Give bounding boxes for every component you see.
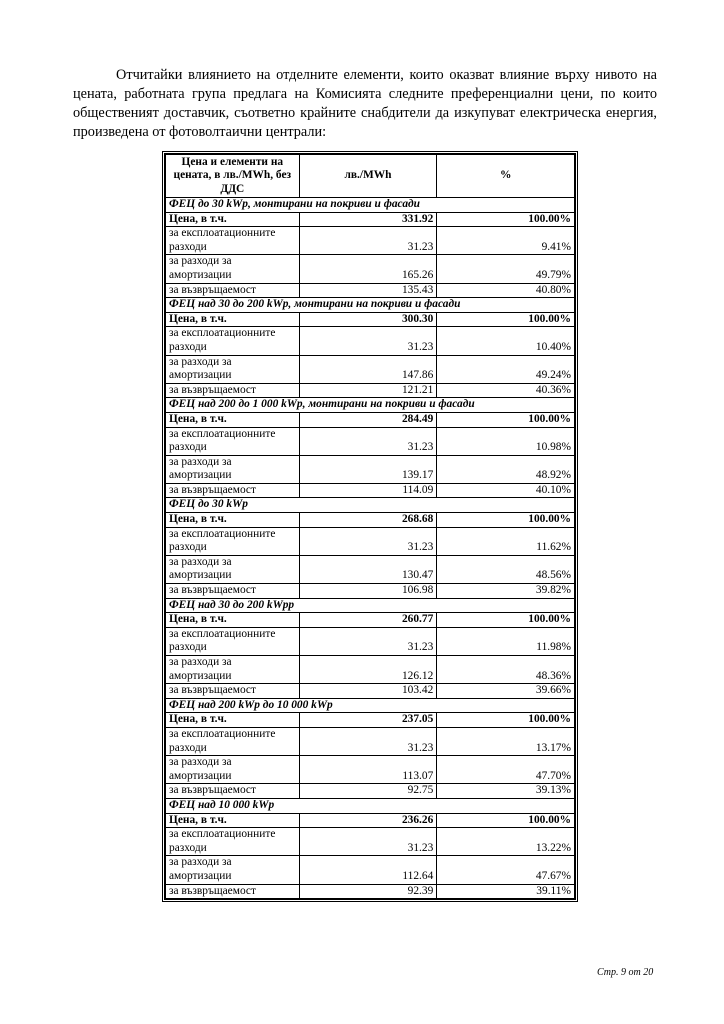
row-value: 31.23 (299, 627, 437, 655)
row-percent: 100.00% (437, 513, 575, 528)
row-value: 92.39 (299, 884, 437, 899)
table-row (166, 427, 575, 455)
row-value: 268.68 (299, 513, 437, 528)
row-value: 113.07 (299, 756, 437, 784)
row-value: 31.23 (299, 427, 437, 455)
row-value: 126.12 (299, 656, 437, 684)
row-value: 284.49 (299, 412, 437, 427)
row-percent: 47.67% (437, 856, 575, 884)
row-label: Цена, в т.ч. (166, 813, 300, 828)
row-label: за разходи за амортизации (166, 656, 300, 684)
table-row (166, 727, 575, 755)
page-number: Стр. 9 от 20 (597, 967, 654, 978)
table-row (166, 684, 575, 699)
row-label: за разходи за амортизации (166, 756, 300, 784)
table-row (166, 656, 575, 684)
price-total-row (166, 212, 575, 227)
row-label: Цена, в т.ч. (166, 513, 300, 528)
table-row (166, 784, 575, 799)
table-row (166, 527, 575, 555)
price-total-row (166, 613, 575, 628)
row-percent: 100.00% (437, 813, 575, 828)
row-percent: 48.56% (437, 555, 575, 583)
table-row (166, 483, 575, 498)
row-percent: 100.00% (437, 613, 575, 628)
row-value: 31.23 (299, 227, 437, 255)
row-value: 139.17 (299, 455, 437, 483)
section-row (166, 198, 575, 213)
table-row (166, 828, 575, 856)
row-value: 331.92 (299, 212, 437, 227)
row-label: за възвръщаемост (166, 584, 300, 599)
row-label: за възвръщаемост (166, 483, 300, 498)
section-title: ФЕЦ над 10 000 kWp (166, 798, 575, 813)
intro-paragraph (73, 66, 657, 142)
section-title: ФЕЦ над 200 до 1 000 kWp, монтирани на покриви и фасади (166, 398, 575, 413)
row-label: за възвръщаемост (166, 884, 300, 899)
table-row (166, 584, 575, 599)
row-label: за възвръщаемост (166, 383, 300, 398)
row-value: 106.98 (299, 584, 437, 599)
price-table-frame (162, 151, 578, 902)
section-title: ФЕЦ до 30 kWp, монтирани на покриви и фасади (166, 198, 575, 213)
table-row (166, 884, 575, 899)
row-percent: 48.36% (437, 656, 575, 684)
row-percent: 39.13% (437, 784, 575, 799)
row-value: 300.30 (299, 312, 437, 327)
price-total-row (166, 412, 575, 427)
price-total-row (166, 813, 575, 828)
row-value: 114.09 (299, 483, 437, 498)
price-total-row (166, 312, 575, 327)
row-label: за разходи за амортизации (166, 856, 300, 884)
row-percent: 13.22% (437, 828, 575, 856)
table-body (166, 198, 575, 899)
section-title: ФЕЦ над 30 до 200 kWpp (166, 598, 575, 613)
row-percent: 100.00% (437, 713, 575, 728)
row-percent: 48.92% (437, 455, 575, 483)
row-percent: 49.24% (437, 355, 575, 383)
intro-text: Отчитайки влиянието на отделните елементи, които оказват влияние върху нивото на цената, работната група предлага на Комисията следните преференциални цени, по които общественият доставчик, съответно крайните снабдители да изкупуват електрическа енергия, произведена от фотоволтаични централи: (73, 67, 657, 140)
table-row (166, 255, 575, 283)
row-value: 260.77 (299, 613, 437, 628)
table-row (166, 756, 575, 784)
header-row (166, 155, 575, 198)
section-row (166, 698, 575, 713)
row-value: 165.26 (299, 255, 437, 283)
row-percent: 39.11% (437, 884, 575, 899)
row-percent: 40.36% (437, 383, 575, 398)
row-percent: 100.00% (437, 212, 575, 227)
table-row (166, 355, 575, 383)
row-label: за разходи за амортизации (166, 255, 300, 283)
row-value: 121.21 (299, 383, 437, 398)
row-value: 135.43 (299, 283, 437, 298)
table-row (166, 455, 575, 483)
header-bgn-mwh: лв./MWh (299, 155, 437, 198)
row-label: за възвръщаемост (166, 283, 300, 298)
row-percent: 11.62% (437, 527, 575, 555)
row-label: за експлоатационните разходи (166, 627, 300, 655)
row-label: Цена, в т.ч. (166, 613, 300, 628)
row-value: 31.23 (299, 527, 437, 555)
section-row (166, 498, 575, 513)
row-percent: 49.79% (437, 255, 575, 283)
table-row (166, 555, 575, 583)
row-value: 236.26 (299, 813, 437, 828)
section-row (166, 798, 575, 813)
row-percent: 10.40% (437, 327, 575, 355)
row-label: за възвръщаемост (166, 784, 300, 799)
row-percent: 13.17% (437, 727, 575, 755)
row-label: Цена, в т.ч. (166, 312, 300, 327)
table-row (166, 383, 575, 398)
row-percent: 9.41% (437, 227, 575, 255)
row-value: 112.64 (299, 856, 437, 884)
row-label: за експлоатационните разходи (166, 227, 300, 255)
row-label: за разходи за амортизации (166, 455, 300, 483)
table-row (166, 283, 575, 298)
row-value: 31.23 (299, 327, 437, 355)
row-percent: 39.82% (437, 584, 575, 599)
row-percent: 100.00% (437, 412, 575, 427)
row-label: за разходи за амортизации (166, 355, 300, 383)
section-title: ФЕЦ над 30 до 200 kWp, монтирани на покриви и фасади (166, 298, 575, 313)
section-title: ФЕЦ над 200 kWp до 10 000 kWp (166, 698, 575, 713)
price-total-row (166, 713, 575, 728)
row-label: за възвръщаемост (166, 684, 300, 699)
row-value: 130.47 (299, 555, 437, 583)
row-percent: 39.66% (437, 684, 575, 699)
table-row (166, 227, 575, 255)
row-label: Цена, в т.ч. (166, 412, 300, 427)
row-label: за експлоатационните разходи (166, 828, 300, 856)
price-table (165, 154, 575, 899)
row-label: за експлоатационните разходи (166, 727, 300, 755)
row-percent: 11.98% (437, 627, 575, 655)
section-row (166, 298, 575, 313)
row-value: 237.05 (299, 713, 437, 728)
price-total-row (166, 513, 575, 528)
header-percent: % (437, 155, 575, 198)
row-percent: 10.98% (437, 427, 575, 455)
row-value: 92.75 (299, 784, 437, 799)
row-label: за експлоатационните разходи (166, 527, 300, 555)
table-row (166, 327, 575, 355)
table-row (166, 856, 575, 884)
row-percent: 40.10% (437, 483, 575, 498)
row-percent: 100.00% (437, 312, 575, 327)
table-row (166, 627, 575, 655)
row-label: Цена, в т.ч. (166, 713, 300, 728)
row-label: Цена, в т.ч. (166, 212, 300, 227)
row-value: 31.23 (299, 727, 437, 755)
row-percent: 40.80% (437, 283, 575, 298)
header-price-elements: Цена и елементи на цената, в лв./MWh, без ДДС (166, 155, 300, 198)
row-label: за експлоатационните разходи (166, 327, 300, 355)
section-row (166, 398, 575, 413)
row-value: 31.23 (299, 828, 437, 856)
row-label: за експлоатационните разходи (166, 427, 300, 455)
row-percent: 47.70% (437, 756, 575, 784)
row-label: за разходи за амортизации (166, 555, 300, 583)
row-value: 103.42 (299, 684, 437, 699)
row-value: 147.86 (299, 355, 437, 383)
section-row (166, 598, 575, 613)
section-title: ФЕЦ до 30 kWp (166, 498, 575, 513)
